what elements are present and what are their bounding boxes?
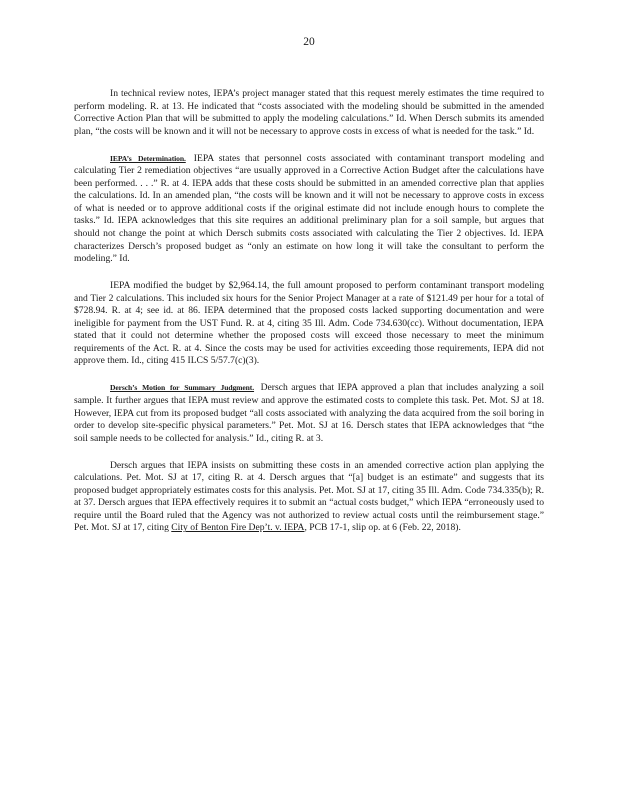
section-heading-iepa-determination: IEPA’s Determination.: [110, 153, 186, 163]
paragraph-budget-modification: [74, 280, 544, 368]
case-citation: City of Benton Fire Dep’t. v. IEPA: [171, 522, 305, 534]
paragraph-text: In technical review notes, IEPA’s project manager stated that this request merely estimates the time required to perform modeling. R. at 13. He indicated that “costs associated with the modeling should be submitted in the amended Corrective Action Plan that will be submitted to apply the modeling calculations.” Id. When Dersch submits its amended plan, “the costs will be known and it will not be necessary to approve costs in excess of what is needed for the task.” Id.: [74, 88, 544, 137]
paragraph-technical-review: [74, 88, 544, 138]
paragraph-text: Dersch argues that IEPA insists on submitting these costs in an amended corrective action plan applying the calculations. Pet. Mot. SJ at 17, citing R. at 4. Dersch argues that “[a] budget is an estimate” and suggests that its proposed budget appropriately estimates costs for this analysis. Pet. Mot. SJ at 17, citing 35 Ill. Adm. Code 734.335(b); R. at 37. Dersch argues that IEPA effectively requires it to submit an “actual costs budget,” which IEPA “erroneously used to require until the Board ruled that the Agency was not authorized to review actual costs until the reimbursement stage.” Pet. Mot. SJ at 17, citing: [74, 459, 544, 534]
document-body: [74, 88, 544, 549]
page-number: 20: [303, 36, 315, 48]
paragraph-text-tail: , PCB 17-1, slip op. at 6 (Feb. 22, 2018).: [304, 522, 461, 534]
paragraph-text: IEPA modified the budget by $2,964.14, the full amount proposed to perform contaminant transport modeling and Tier 2 calculations. This included six hours for the Senior Project Manager at a rate of $121.49 per hour for a total of $728.94. R. at 4; see id. at 86. IEPA determined that the proposed costs lacked supporting documentation and were ineligible for payment from the UST Fund. R. at 4, citing 35 Ill. Adm. Code 734.630(cc). Without documentation, IEPA stated that it could not determine whether the proposed costs will exceed those necessary to meet the minimum requirements of the Act. R. at 4. Since the costs may be used for activities exceeding those requirements, IEPA did not approve them. Id., citing 415 ILCS 5/57.7(c)(3).: [74, 280, 544, 367]
paragraph-iepa-determination: [74, 153, 544, 266]
paragraph-text: IEPA states that personnel costs associated with contaminant transport modeling and calculating Tier 2 remediation objectives “are usually approved in a Corrective Action Budget after the calculations have been performed. . . .” R. at 4. IEPA adds that these costs should be submitted in an amended corrective plan that applies the calculations. Id. In an amended plan, “the costs will be known and it will not be necessary to approve costs in excess of what is needed or to approve additional costs if the original estimate did not include enough hours to complete the tasks.” Id. IEPA acknowledges that this site requires an additional preliminary plan for a soil sample, but argues that should not change the point at which Dersch submits costs associated with calculating the Tier 2 objectives. Id. IEPA characterizes Dersch’s proposed budget as “only an estimate on how long it will take the consultant to perform the modeling.” Id.: [74, 152, 544, 265]
section-heading-dersch-motion: Dersch’s Motion for Summary Judgment.: [110, 383, 255, 393]
paragraph-dersch-argues: [74, 460, 544, 535]
paragraph-dersch-motion: [74, 382, 544, 445]
paragraph-text: Dersch argues that IEPA approved a plan that includes analyzing a soil sample. It further argues that IEPA must review and approve the estimated costs to complete this task. Pet. Mot. SJ at 18. However, IEPA cut from its proposed budget “all costs associated with analyzing the data acquired from the soil boring in order to develop site-specific physical parameters.” Pet. Mot. SJ at 16. Dersch states that IEPA acknowledges that “the soil sample needs to be collected for analysis.” Id., citing R. at 3.: [74, 382, 544, 444]
